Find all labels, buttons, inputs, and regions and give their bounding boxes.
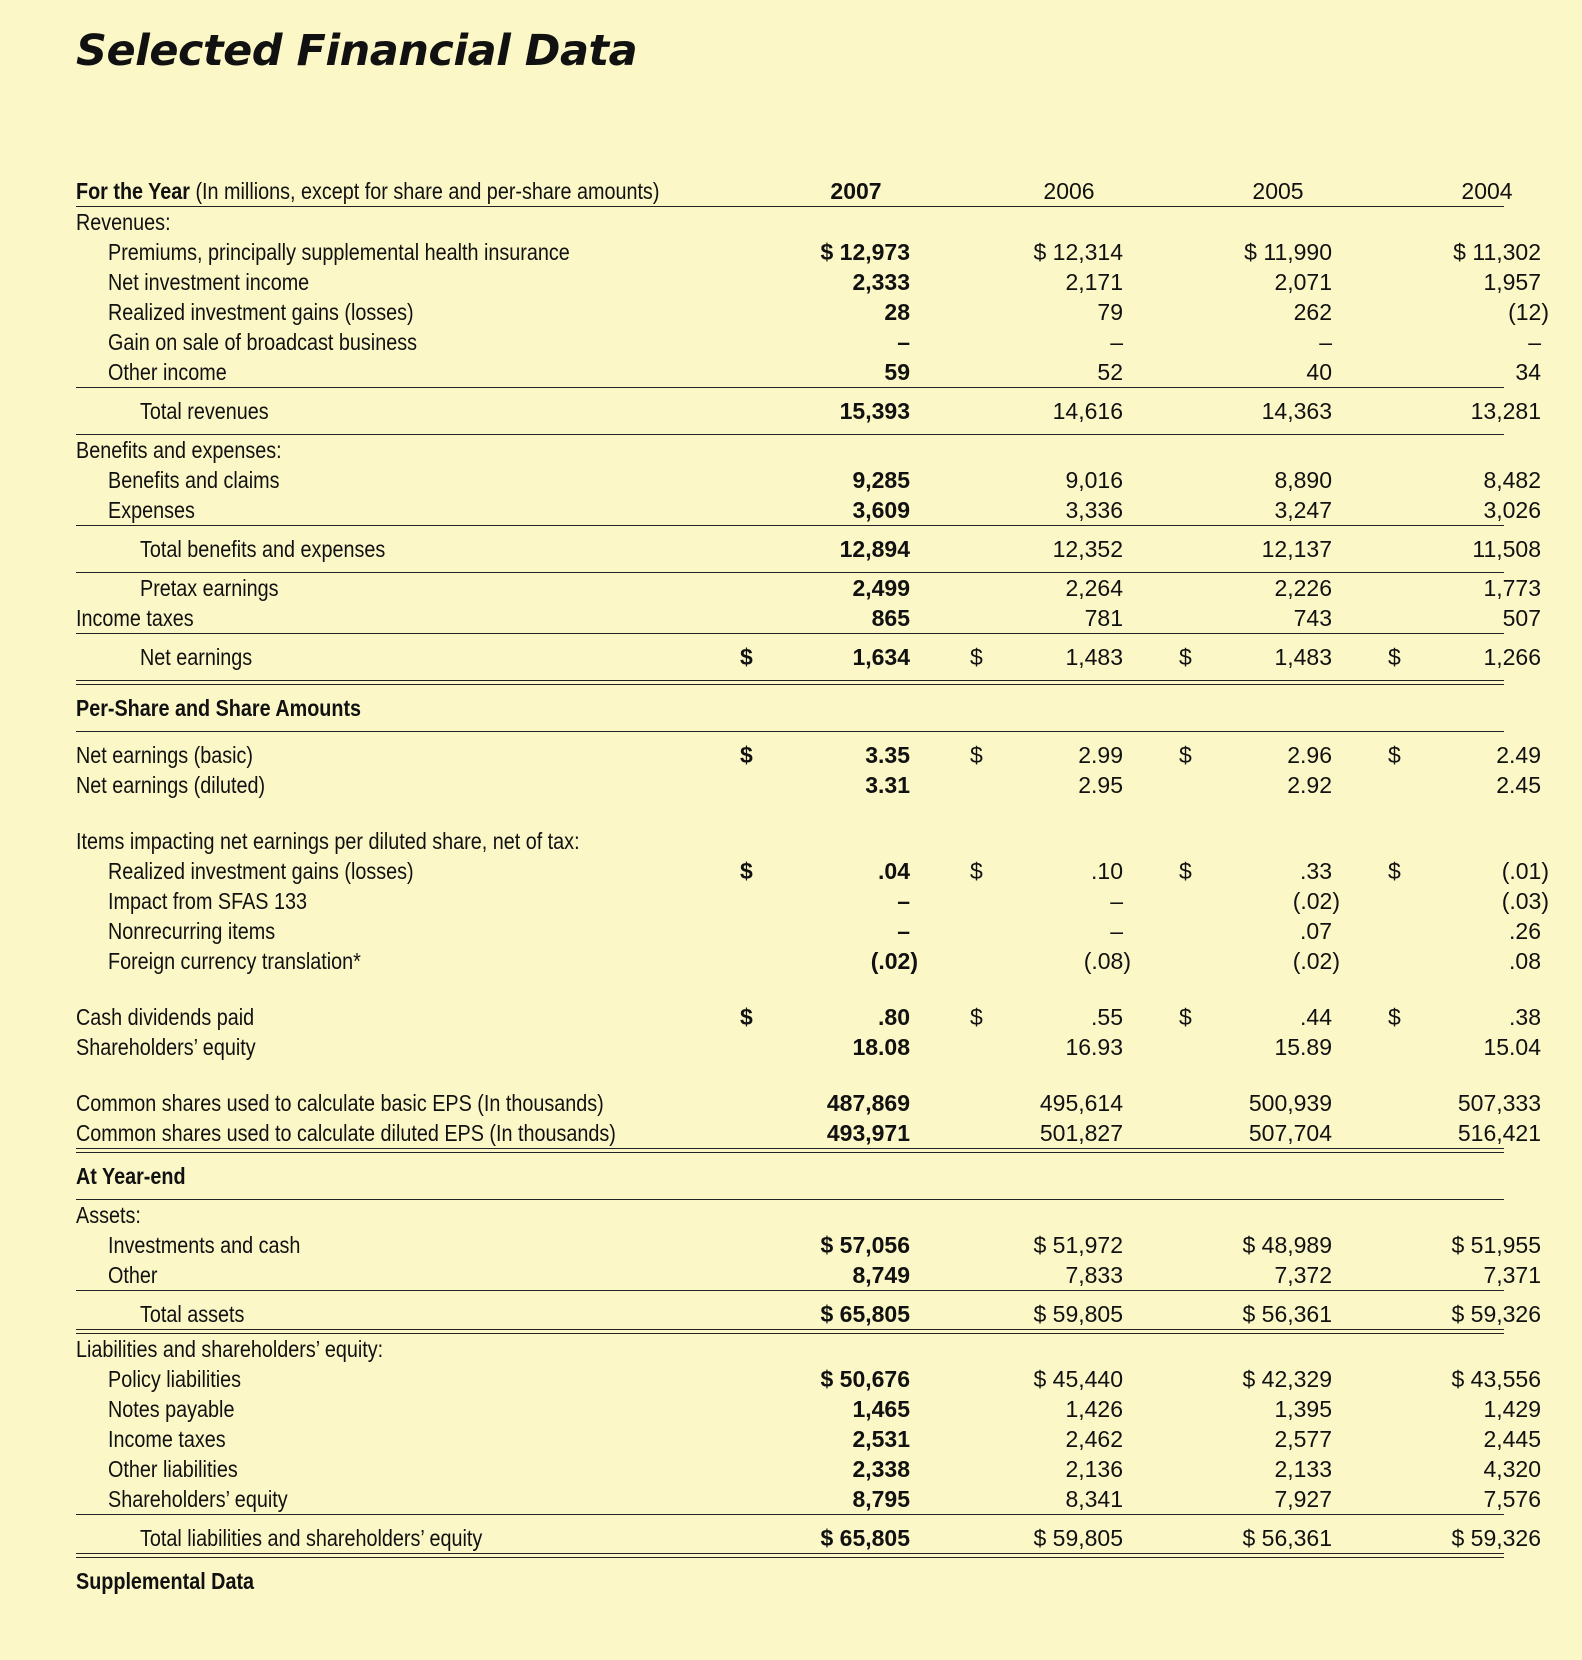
year-end-heading: At Year-end	[76, 1163, 186, 1189]
table-row: Net investment income 2,333 2,171 2,071 1,957	[108, 269, 1541, 295]
year-2004: 2004	[1461, 178, 1513, 204]
total-liabilities-row: Total liabilities and shareholders’ equity $ 65,805 $ 59,805 $ 56,361 $ 59,326	[140, 1525, 1541, 1551]
income-taxes-row: Income taxes 865 781 743 507	[76, 605, 1541, 631]
total-benefits-row: Total benefits and expenses 12,894 12,352 12,137 11,508	[140, 536, 1541, 562]
table-row: Other income 59 52 40 34	[108, 359, 1541, 385]
table-row: Shareholders’ equity 8,795 8,341 7,927 7,576	[108, 1486, 1541, 1512]
section-label: Liabilities and shareholders’ equity:	[76, 1336, 384, 1362]
table-row: Premiums, principally supplemental health insurance $ 12,973 $ 12,314 $ 11,990 $ 11,302	[108, 239, 1541, 265]
table-row: Expenses 3,609 3,336 3,247 3,026	[108, 497, 1541, 523]
year-2007: 2007	[830, 178, 882, 204]
section-label: Benefits and expenses:	[76, 437, 282, 463]
page-title: Selected Financial Data	[76, 26, 638, 76]
table-row: Foreign currency translation* (.02) (.08) (.02) .08	[108, 948, 1541, 974]
table-row: Income taxes 2,531 2,462 2,577 2,445	[108, 1426, 1541, 1452]
table-row: Notes payable 1,465 1,426 1,395 1,429	[108, 1396, 1541, 1422]
financial-table	[76, 176, 1549, 1596]
year-2006: 2006	[1043, 178, 1095, 204]
table-row: Other liabilities 2,338 2,136 2,133 4,320	[108, 1456, 1541, 1482]
table-row: Gain on sale of broadcast business – – – –	[108, 329, 1541, 355]
table-row: Impact from SFAS 133 – – (.02) (.03)	[108, 888, 1549, 914]
per-share-heading: Per-Share and Share Amounts	[76, 695, 362, 721]
shares-basic-row: Common shares used to calculate basic EPS (In thousands) 487,869 495,614 500,939 507,333	[76, 1090, 1541, 1116]
section-label: Assets:	[76, 1202, 141, 1228]
section-label: Revenues:	[76, 209, 171, 235]
header-label: For the Year (In millions, except for share and per-share amounts)	[76, 178, 660, 204]
header-row	[76, 176, 1513, 206]
shares-diluted-row: Common shares used to calculate diluted EPS (In thousands) 493,971 501,827 507,704 516,421	[76, 1120, 1541, 1146]
table-row: Nonrecurring items – – .07 .26	[108, 918, 1541, 944]
year-2005: 2005	[1252, 178, 1304, 204]
equity-per-share-row: Shareholders’ equity 18.08 16.93 15.89 15.04	[76, 1034, 1541, 1060]
pretax-row: Pretax earnings 2,499 2,264 2,226 1,773	[140, 575, 1541, 601]
items-impacting-label: Items impacting net earnings per diluted share, net of tax:	[76, 828, 580, 854]
net-earnings-row: Net earnings $ $ $ $ 1,634 1,483 1,483 1,266	[140, 644, 1541, 670]
eps-diluted-row: Net earnings (diluted) 3.31 2.95 2.92 2.45	[76, 772, 1541, 798]
table-row: Benefits and claims 9,285 9,016 8,890 8,482	[108, 467, 1541, 493]
table-row: Policy liabilities $ 50,676 $ 45,440 $ 42,329 $ 43,556	[108, 1366, 1541, 1392]
total-assets-row: Total assets $ 65,805 $ 59,805 $ 56,361 $ 59,326	[140, 1301, 1541, 1327]
table-row: Investments and cash $ 57,056 $ 51,972 $ 48,989 $ 51,955	[108, 1232, 1541, 1258]
table-row: Realized investment gains (losses) 28 79 262 (12)	[108, 299, 1549, 325]
table-row: Other 8,749 7,833 7,372 7,371	[108, 1262, 1541, 1288]
dividends-row: Cash dividends paid $ $ $ $ .80 .55 .44 .38	[76, 1004, 1541, 1030]
table-row: Realized investment gains (losses) $ $ $ $ .04 .10 .33 (.01)	[108, 858, 1549, 884]
total-revenues-row: Total revenues 15,393 14,616 14,363 13,281	[140, 398, 1541, 424]
supplemental-heading: Supplemental Data	[76, 1568, 255, 1594]
eps-basic-row: Net earnings (basic) $ $ $ $ 3.35 2.99 2.96 2.49	[76, 742, 1541, 768]
